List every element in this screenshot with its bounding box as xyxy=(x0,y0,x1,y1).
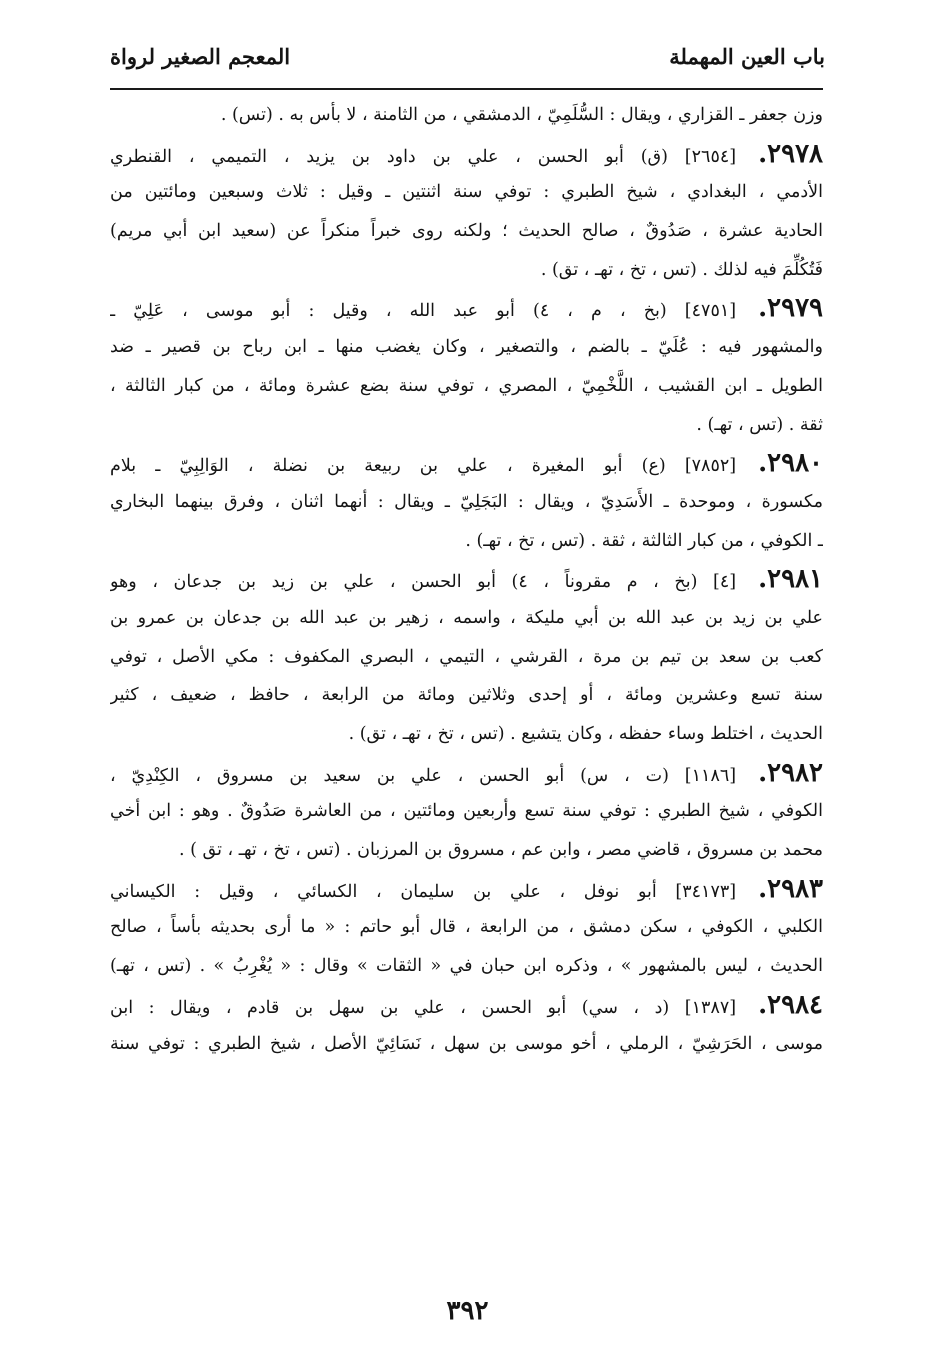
entry-first-line xyxy=(110,289,823,328)
header-rule xyxy=(110,88,823,90)
line-text: [٤٧٥١] (بخ ، م ، ٤) أبو عبد الله ، وقيل : أبو موسى ، عَلِيّ ـ xyxy=(110,301,737,322)
text-line xyxy=(110,715,823,754)
entry-number: ٢٩٨١. xyxy=(758,564,823,595)
text-line xyxy=(110,212,823,251)
text-line xyxy=(110,908,823,947)
entry-first-line xyxy=(110,135,823,174)
line-text: الحادية عشرة ، صَدُوقٌ ، صالح الحديث ؛ ولكنه روى خبراً منكراً عن (سعيد ابن أبي مريم) xyxy=(110,221,823,242)
entry-number: ٢٩٧٨. xyxy=(758,138,823,169)
line-text: فَتُكُلِّمَ فيه لذلك . (تس ، تخ ، تهـ ، تق) . xyxy=(540,259,823,280)
text-line xyxy=(110,251,823,290)
line-text: [٧٨٥٢] (ع) أبو المغيرة ، علي بن ربيعة بن نضلة ، الوَالِبِيّ ـ بلام xyxy=(110,456,737,477)
text-line xyxy=(110,522,823,561)
line-text: سنة تسع وعشرين ومائة ، أو إحدى وثلاثين ومائة من الرابعة ، حافظ ، ضعيف ، كثير xyxy=(110,685,823,706)
entry-number: ٢٩٨٣. xyxy=(758,873,823,904)
entry-first-line xyxy=(110,560,823,599)
line-text: [٢٦٥٤] (ق) أبو الحسن ، علي بن داود بن يزيد ، التميمي ، القنطري xyxy=(110,146,737,167)
entry-first-line xyxy=(110,754,823,793)
text-line xyxy=(110,328,823,367)
text-line xyxy=(110,638,823,677)
text-line xyxy=(110,1025,823,1064)
text-line xyxy=(110,173,823,212)
line-text: الحديث ، ليس بالمشهور » ، وذكره ابن حبان في « الثقات » وقال : « يُغْرِبُ » . (تس ، تهـ) xyxy=(110,956,823,977)
text-line xyxy=(110,96,823,135)
text-line xyxy=(110,831,823,870)
line-text: [٣٤١٧٣] أبو نوفل ، علي بن سليمان ، الكسائي ، وقيل : الكيساني xyxy=(110,881,737,902)
line-text: الكلبي ، الكوفي ، سكن دمشق ، من الرابعة ، قال أبو حاتم : « ما أرى بحديثه بأساً ، صالح xyxy=(110,917,823,938)
line-text: الحديث ، اختلط وساء حفظه ، وكان يتشيع . (تس ، تخ ، تهـ ، تق) . xyxy=(348,724,823,744)
line-text: الطويل ـ ابن القشيب ، اللَّخْمِيّ ، المصري ، توفي سنة بضع عشرة ومائة ، من كبار الثالثة ، xyxy=(110,375,823,396)
line-text: موسى ، الحَرَشِيّ ، الرملي ، أخو موسى بن سهل ، نَسَائِيّ الأصل ، شيخ الطبري : توفي سنة xyxy=(110,1033,823,1054)
line-text: وزن جعفر ـ القزاري ، ويقال : السُّلَمِيّ ، الدمشقي ، من الثامنة ، لا بأس به . (تس) . xyxy=(220,105,823,125)
text-line xyxy=(110,947,823,986)
line-text: ـ الكوفي ، من كبار الثالثة ، ثقة . (تس ، تخ ، تهـ) . xyxy=(465,530,823,551)
book-title: المعجم الصغير لرواة xyxy=(110,44,291,69)
line-text: والمشهور فيه : عُلَيّ ـ بالضم ، والتصغير ، وكان يغضب منها ـ ابن رباح بن قصير ـ ضد xyxy=(110,337,823,358)
line-text: [٤] (بخ ، م مقروناً ، ٤) أبو الحسن ، علي بن زيد بن جدعان ، وهو xyxy=(110,572,737,593)
entry-number: ٢٩٨٤. xyxy=(758,989,823,1020)
page-body xyxy=(110,96,823,1063)
text-line xyxy=(110,599,823,638)
text-line xyxy=(110,406,823,445)
entry-number: ٢٩٧٩. xyxy=(758,293,823,324)
line-text: ثقة . (تس ، تهـ) . xyxy=(696,414,823,435)
text-line xyxy=(110,676,823,715)
line-text: [١٣٨٧] (د ، سي) أبو الحسن ، علي بن سهل بن قادم ، ويقال : ابن xyxy=(110,997,737,1018)
line-text: [١١٨٦] (ت ، س) أبو الحسن ، علي بن سعيد بن مسروق ، الكِنْدِيّ ، xyxy=(110,765,737,786)
running-header xyxy=(110,40,825,84)
line-text: علي بن زيد بن عبد الله بن أبي مليكة ، واسمه ، زهير بن عبد الله بن جدعان بن عمرو بن xyxy=(110,607,823,628)
text-line xyxy=(110,483,823,522)
line-text: الكوفي ، شيخ الطبري : توفي سنة تسع وأربعين ومائتين ، من العاشرة صَدُوقٌ . وهو : ابن أخي xyxy=(110,801,823,822)
entry-first-line xyxy=(110,870,823,909)
line-text: محمد بن مسروق ، قاضي مصر ، وابن عم ، مسروق بن المرزبان . (تس ، تخ ، تهـ ، تق ) . xyxy=(178,840,823,861)
chapter-title: باب العين المهملة xyxy=(669,44,825,69)
page-number: ٣٩٢ xyxy=(446,1296,489,1326)
entry-number: ٢٩٨٠. xyxy=(758,448,823,479)
entry-number: ٢٩٨٢. xyxy=(758,757,823,788)
text-line xyxy=(110,792,823,831)
line-text: كعب بن سعد بن تيم بن مرة ، القرشي ، التيمي ، البصري المكفوف : مكي الأصل ، توفي xyxy=(110,646,823,667)
text-line xyxy=(110,367,823,406)
line-text: مكسورة ، وموحدة ـ الأَسَدِيّ ، ويقال : البَجَلِيّ ـ ويقال : أنهما اثنان ، وفرق بينهما البخاري xyxy=(110,491,823,512)
entry-first-line xyxy=(110,986,823,1025)
entry-first-line xyxy=(110,444,823,483)
line-text: الأدمي ، البغدادي ، شيخ الطبري : توفي سنة اثنتين ـ وقيل : ثلاث وسبعين ومائتين من xyxy=(110,182,823,203)
